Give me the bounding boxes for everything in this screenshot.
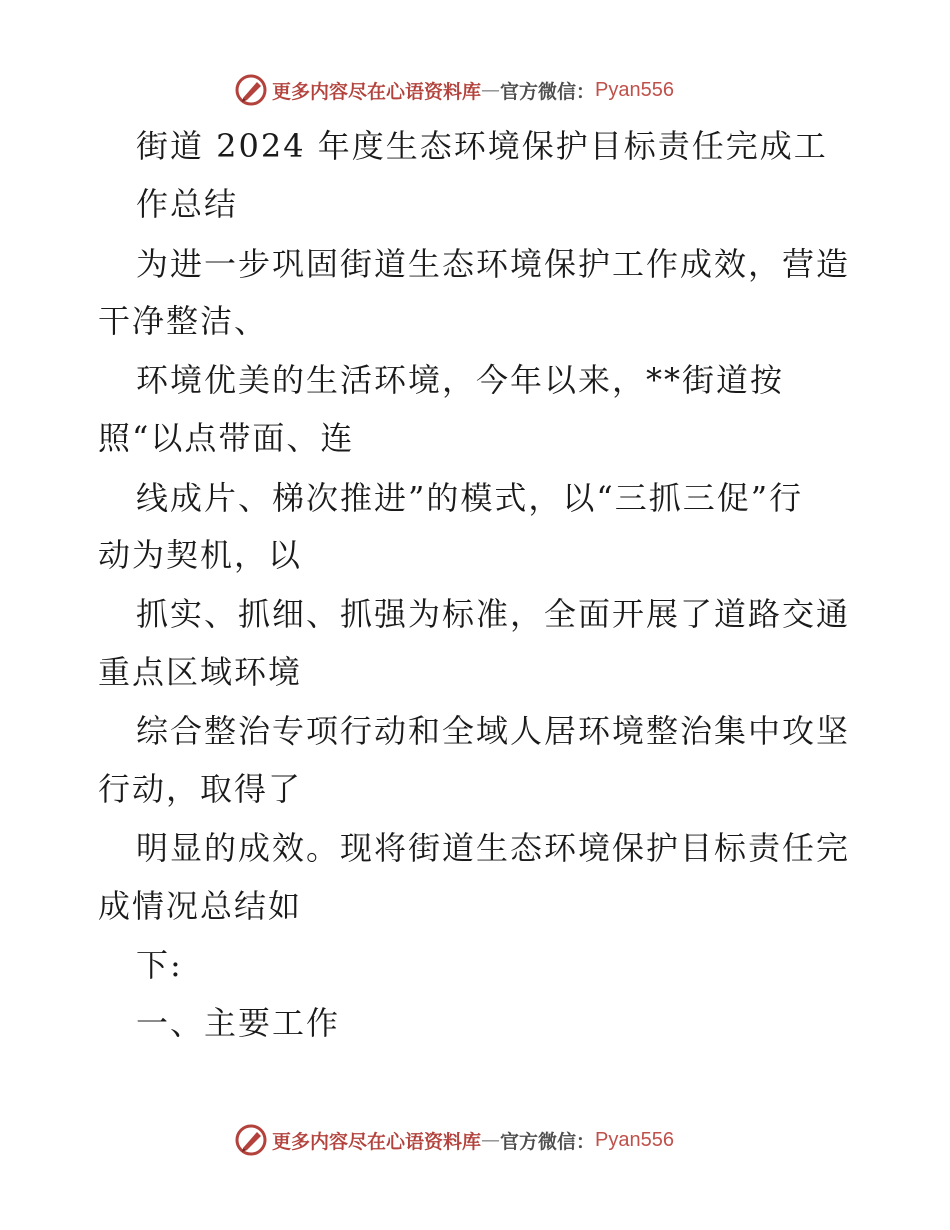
paragraph-line: 照“以点带面、连: [98, 419, 355, 457]
section-heading: 一、主要工作: [136, 1004, 341, 1042]
paragraph-line: 线成片、梯次推进”的模式，以“三抓三促”行: [136, 479, 804, 517]
banner-separator: —: [481, 79, 501, 101]
pen-logo-icon: [234, 1123, 268, 1157]
header-banner: [234, 72, 674, 108]
paragraph-line: 成情况总结如: [98, 887, 303, 925]
paragraph-line: 抓实、抓细、抓强为标准，全面开展了道路交通: [136, 595, 851, 633]
banner-separator: —: [481, 1129, 501, 1151]
paragraph-line: 环境优美的生活环境，今年以来，**街道按: [136, 361, 785, 399]
title-line-2: 作总结: [136, 185, 239, 223]
paragraph-line: 行动，取得了: [98, 770, 303, 808]
footer-banner: [234, 1122, 674, 1158]
paragraph-line: 动为契机，以: [98, 536, 303, 574]
paragraph-line: 下:: [136, 946, 183, 984]
pen-logo-icon: [234, 73, 268, 107]
banner-wechat-id: Pyan556: [595, 1128, 674, 1151]
banner-wechat-label: 官方微信：: [500, 1130, 596, 1153]
banner-wechat-label: 官方微信：: [500, 80, 596, 103]
paragraph-line: 综合整治专项行动和全域人居环境整治集中攻坚: [136, 712, 851, 750]
paragraph-line: 为进一步巩固街道生态环境保护工作成效，营造: [136, 245, 851, 283]
paragraph-line: 干净整洁、: [98, 302, 269, 340]
banner-text: 更多内容尽在心语资料库: [272, 1130, 482, 1153]
paragraph-line: 明显的成效。现将街道生态环境保护目标责任完: [136, 829, 851, 867]
banner-wechat-id: Pyan556: [595, 78, 674, 101]
paragraph-line: 重点区域环境: [98, 653, 303, 691]
banner-text: 更多内容尽在心语资料库: [272, 80, 482, 103]
title-line-1: 街道 2024 年度生态环境保护目标责任完成工: [136, 127, 828, 165]
